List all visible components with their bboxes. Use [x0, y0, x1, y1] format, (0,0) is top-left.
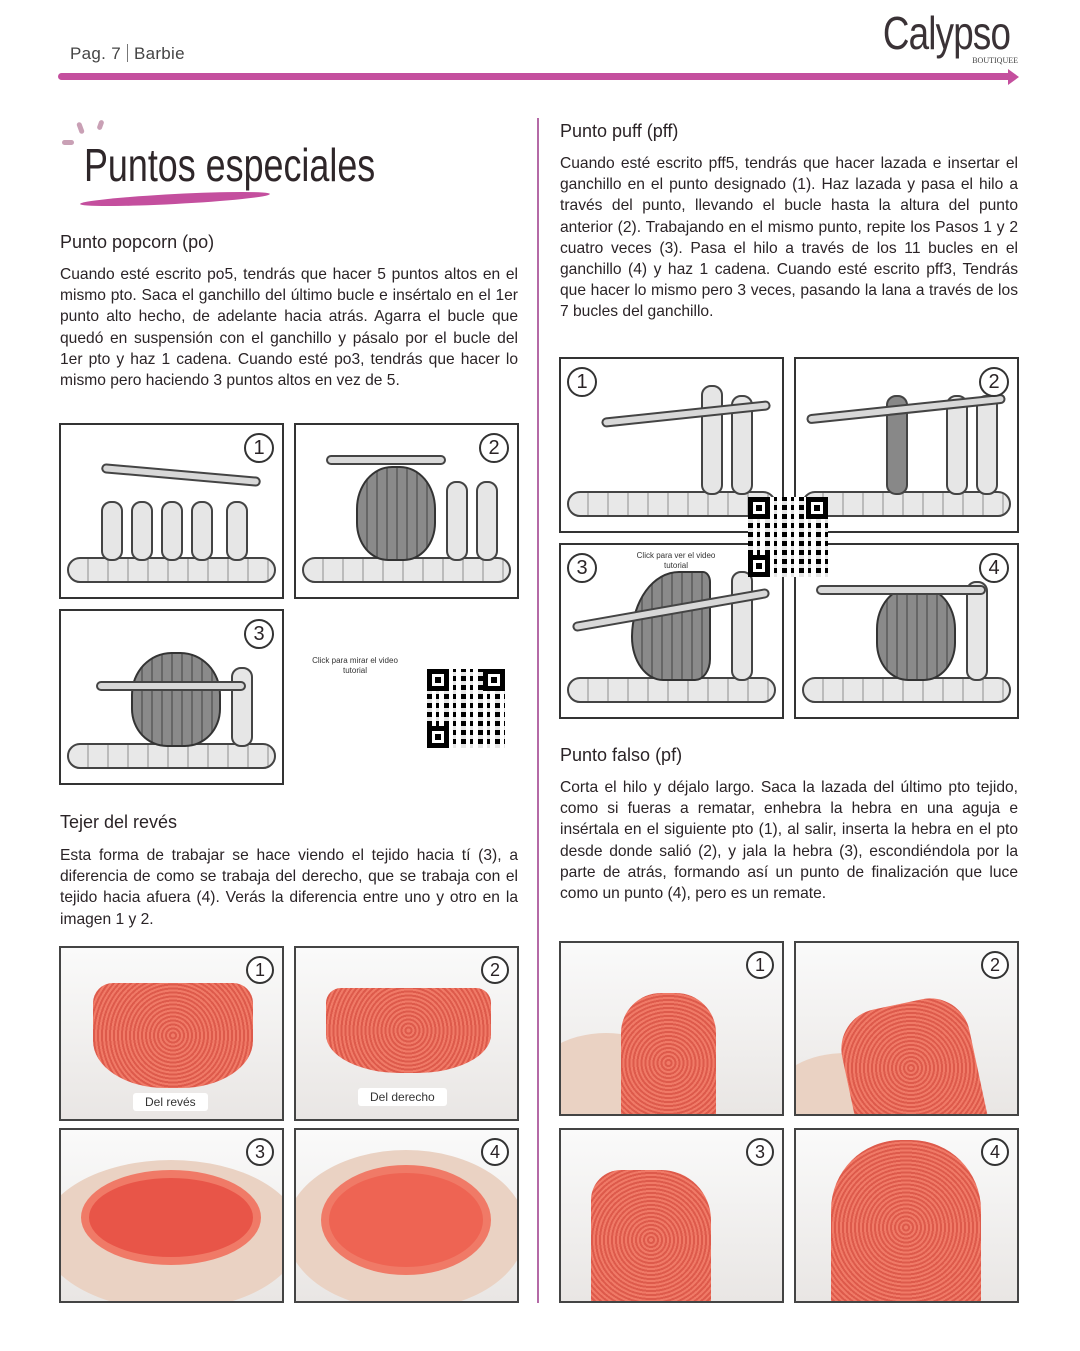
qr-caption: Click para ver el video tutorial — [636, 551, 716, 570]
qr-code-video-tutorial[interactable] — [427, 669, 505, 748]
step-number: 4 — [481, 1138, 509, 1166]
title-underline — [80, 189, 270, 209]
step-number: 1 — [567, 367, 597, 397]
falso-text: Corta el hilo y déjalo largo. Saca la lazada del último pto tejido, como si fueras a rematar, enhebra la hebra en una aguja e insértala en el siguiente pto (1), al salir, inserta la hebra en el pto desde donde salió (2), y jala la hebra (3), escondiéndola por la parte de atrás, formando así un punto de finalización que luce como un punto (4), pero es un remate. — [560, 779, 1018, 903]
page-header — [70, 44, 185, 64]
popcorn-step-2-illustration — [294, 423, 519, 599]
falso-photo-2 — [794, 941, 1019, 1116]
reves-photo-3 — [59, 1128, 284, 1303]
reves-photo-1 — [59, 946, 284, 1121]
arrow-icon — [1008, 69, 1019, 85]
reves-heading: Tejer del revés — [60, 812, 178, 832]
step-number: 3 — [244, 619, 274, 649]
falso-heading: Punto falso (pf) — [560, 745, 683, 765]
puff-text: Cuando esté escrito pff5, tendrás que hacer lazada e insertar el ganchillo en el punto designado (1). Haz lazada y pasa el hilo a través del punto, llevando el bucle hasta la altura del punto anterior (2). Trabajando en el mismo punto, repite los Pasos 1 y 2 cuatro veces (3). Pasa el hilo a través de los 11 bucles en el ganchillo (4) y haz 1 cadena. Cuando esté escrito pff3, Tendrás que hacer lo mismo pero 3 veces, pasando la lana a través de los 7 bucles del ganchillo. — [560, 155, 1018, 321]
page-number: Pag. 7 — [70, 44, 121, 63]
page-title: Puntos especiales — [84, 139, 376, 191]
column-divider — [537, 118, 539, 1303]
brand-subtitle: BOUTIQUEE — [972, 56, 1018, 65]
reves-photo-4 — [294, 1128, 519, 1303]
step-number: 2 — [979, 367, 1009, 397]
step-number: 3 — [746, 1138, 774, 1166]
qr-code-video-tutorial[interactable] — [748, 497, 828, 577]
brand-logo: Calypso — [882, 7, 1010, 59]
step-number: 3 — [246, 1138, 274, 1166]
sparkle-icon — [96, 119, 104, 130]
sparkle-icon — [76, 122, 85, 135]
photo-label: Del revés — [133, 1093, 208, 1111]
step-number: 2 — [481, 956, 509, 984]
step-number: 4 — [981, 1138, 1009, 1166]
puff-heading: Punto puff (pff) — [560, 121, 679, 141]
reves-photo-2 — [294, 946, 519, 1121]
qr-caption: Click para mirar el video tutorial — [312, 656, 398, 675]
step-number: 3 — [567, 553, 597, 583]
falso-photo-4 — [794, 1128, 1019, 1303]
step-number: 2 — [479, 433, 509, 463]
step-number: 2 — [981, 951, 1009, 979]
reves-text: Esta forma de trabajar se hace viendo el tejido hacia tí (3), a diferencia de como se trabaja del derecho, que se trabaja con el tejido hacia afuera (4). Verás la diferencia entre uno y otro en la imagen 1 y 2. — [60, 847, 518, 928]
step-number: 4 — [979, 553, 1009, 583]
sparkle-icon — [62, 140, 74, 145]
popcorn-step-1-illustration — [59, 423, 284, 599]
step-number: 1 — [246, 956, 274, 984]
step-number: 1 — [746, 951, 774, 979]
falso-photo-1 — [559, 941, 784, 1116]
step-number: 1 — [244, 433, 274, 463]
popcorn-text: Cuando esté escrito po5, tendrás que hacer 5 puntos altos en el mismo pto. Saca el ganchillo del último bucle e insértalo en el 1er punto alto hecho, de adelante hacia atrás. Agarra el bucle que quedó en suspensión con el ganchillo y pásalo por el bucle del 1er pto y haz 1 cadena. Cuando esté po3, tendrás que hacer lo mismo pero haciendo 3 puntos altos en vez de 5. — [60, 266, 518, 390]
header-divider — [58, 73, 1013, 80]
falso-photo-3 — [559, 1128, 784, 1303]
popcorn-step-3-illustration — [59, 609, 284, 785]
popcorn-heading: Punto popcorn (po) — [60, 232, 215, 252]
photo-label: Del derecho — [358, 1088, 447, 1106]
document-name: Barbie — [133, 44, 185, 63]
